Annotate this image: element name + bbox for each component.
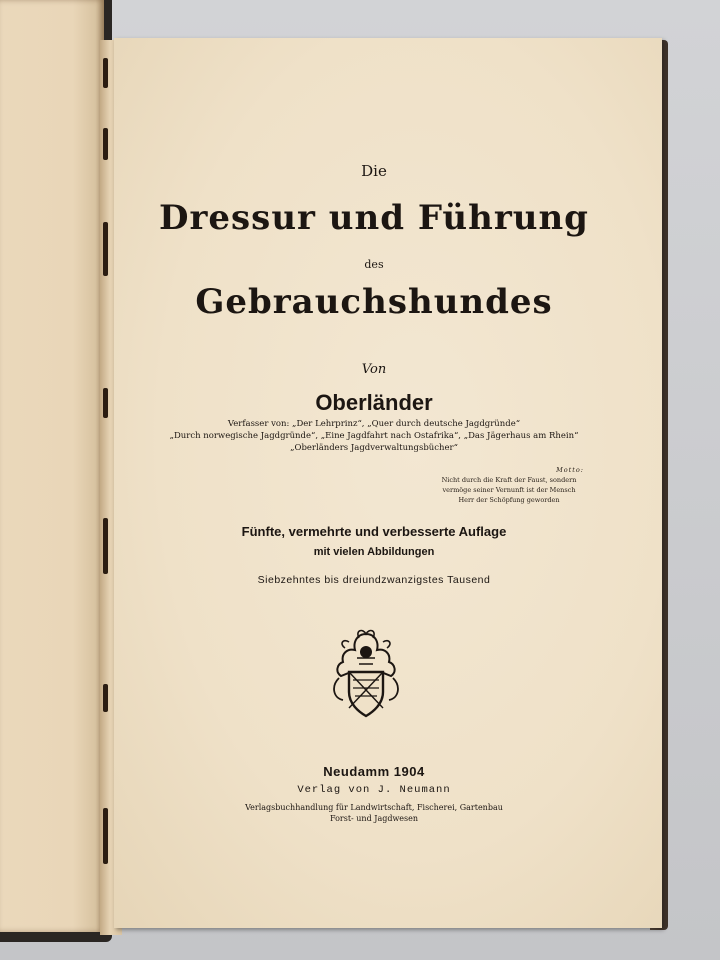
left-page — [0, 0, 104, 932]
imprint-publisher: Verlag von J. Neumann — [297, 784, 451, 796]
binding-stitch — [103, 684, 108, 712]
author-name: Oberländer — [315, 390, 433, 415]
motto-line: Nicht durch die Kraft der Faust, sondern — [441, 476, 577, 484]
binding-stitch — [103, 58, 108, 88]
motto-block — [434, 465, 584, 505]
title-line-1: Dressur und Führung — [159, 198, 589, 238]
imprint-description — [114, 802, 634, 824]
title-page — [114, 38, 662, 928]
edition-line-2: mit vielen Abbildungen — [313, 546, 435, 558]
title-des: des — [364, 258, 384, 271]
author-works-line: Verfasser von: „Der Lehrprinz“, „Quer durch deutsche Jagdgründe“ — [227, 419, 521, 429]
motto-line: vermöge seiner Vernunft ist der Mensch — [442, 486, 576, 494]
author-works-line: „Durch norwegische Jagdgründe“, „Eine Jagdfahrt nach Ostafrika“, „Das Jägerhaus am Rhein“ — [169, 431, 579, 441]
binding-stitch — [103, 222, 108, 276]
edition-line-1: Fünfte, vermehrte und verbesserte Auflage — [241, 524, 507, 539]
motto-line: Herr der Schöpfung geworden — [458, 496, 560, 504]
author-works-line: „Oberländers Jagdverwaltungsbücher“ — [290, 443, 458, 453]
byline-von: Von — [361, 362, 387, 377]
title-line-2: Gebrauchshundes — [195, 282, 553, 322]
motto-heading: Motto: — [556, 466, 584, 474]
binding-stitch — [103, 808, 108, 864]
binding-stitch — [103, 388, 108, 418]
binding-stitch — [103, 128, 108, 160]
author-works — [114, 418, 634, 454]
imprint-description-line: Forst- und Jagdwesen — [329, 814, 419, 823]
imprint-description-line: Verlagsbuchhandlung für Landwirtschaft, Fischerei, Gartenbau — [245, 803, 503, 812]
edition-line-3: Siebzehntes bis dreiundzwanzigstes Tausend — [257, 574, 491, 586]
title-die: Die — [361, 162, 387, 180]
binding-stitch — [103, 518, 108, 574]
heraldic-crest-icon — [329, 628, 403, 720]
imprint-city-year: Neudamm 1904 — [323, 764, 425, 779]
